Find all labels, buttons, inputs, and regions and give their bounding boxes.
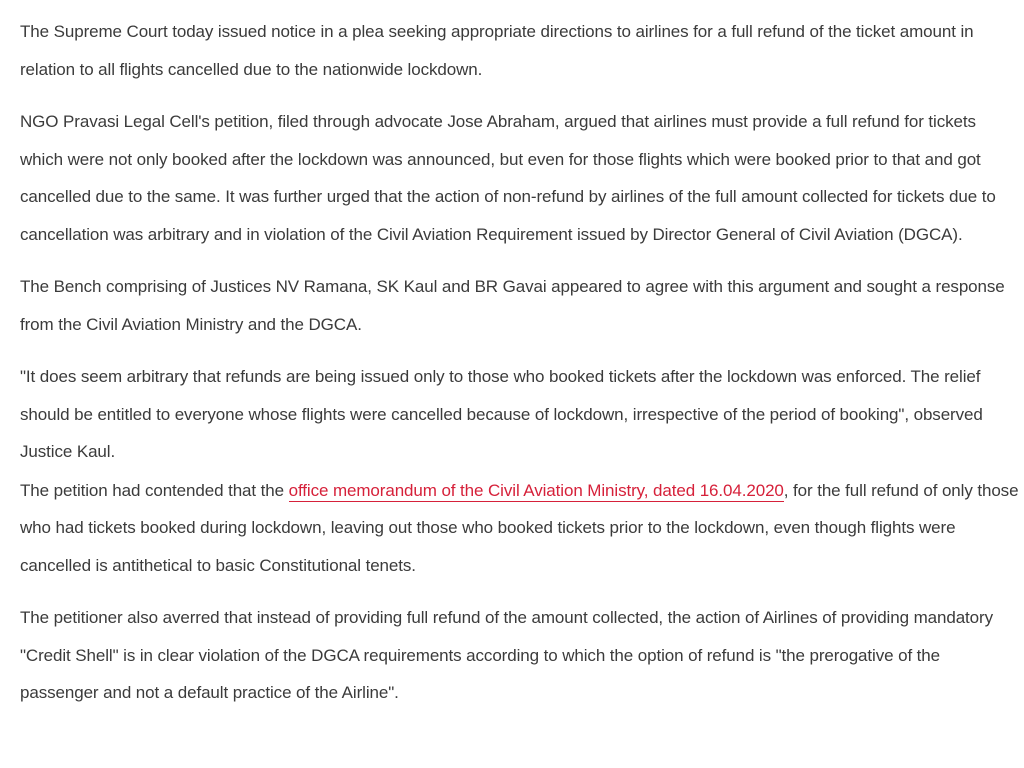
paragraph-bench: The Bench comprising of Justices NV Ramana, SK Kaul and BR Gavai appeared to agree with this argument and sought a response from the Civil Aviation Ministry and the DGCA. xyxy=(20,277,1005,334)
paragraph-credit-shell: The petitioner also averred that instead of providing full refund of the amount collected, the action of Airlines of providing mandatory "Credit Shell" is in clear violation of the DGCA requirements according to which the option of refund is "the prerogative of the passenger and not a default practice of the Airline". xyxy=(20,608,993,702)
paragraph-quote: "It does seem arbitrary that refunds are being issued only to those who booked tickets after the lockdown was enforced. The relief should be entitled to everyone whose flights were cancelled because of lockdown, irrespective of the period of booking", observed Justice Kaul. xyxy=(20,367,983,461)
paragraph-intro: The Supreme Court today issued notice in a plea seeking appropriate directions to airlines for a full refund of the ticket amount in relation to all flights cancelled due to the nationwide lockdown. xyxy=(20,22,974,79)
paragraph-petition: NGO Pravasi Legal Cell's petition, filed through advocate Jose Abraham, argued that airlines must provide a full refund for tickets which were not only booked after the lockdown was announced, but even for those flights which were booked prior to that and got cancelled due to the same. It was further urged that the action of non-refund by airlines of the full amount collected for tickets due to cancellation was arbitrary and in violation of the Civil Aviation Requirement issued by Director General of Civil Aviation (DGCA). xyxy=(20,112,996,244)
paragraph-memorandum xyxy=(20,472,1020,585)
memorandum-text-before: The petition had contended that the xyxy=(20,480,289,500)
memorandum-link[interactable]: office memorandum of the Civil Aviation Ministry, dated 16.04.2020 xyxy=(288,480,784,500)
memorandum-text-after: , for the full refund of only those who had tickets booked during lockdown, leaving out those who booked tickets prior to the lockdown, even though flights were cancelled is antithetical to basic Constitutional tenets. xyxy=(20,480,1019,575)
article-body xyxy=(20,13,1020,727)
